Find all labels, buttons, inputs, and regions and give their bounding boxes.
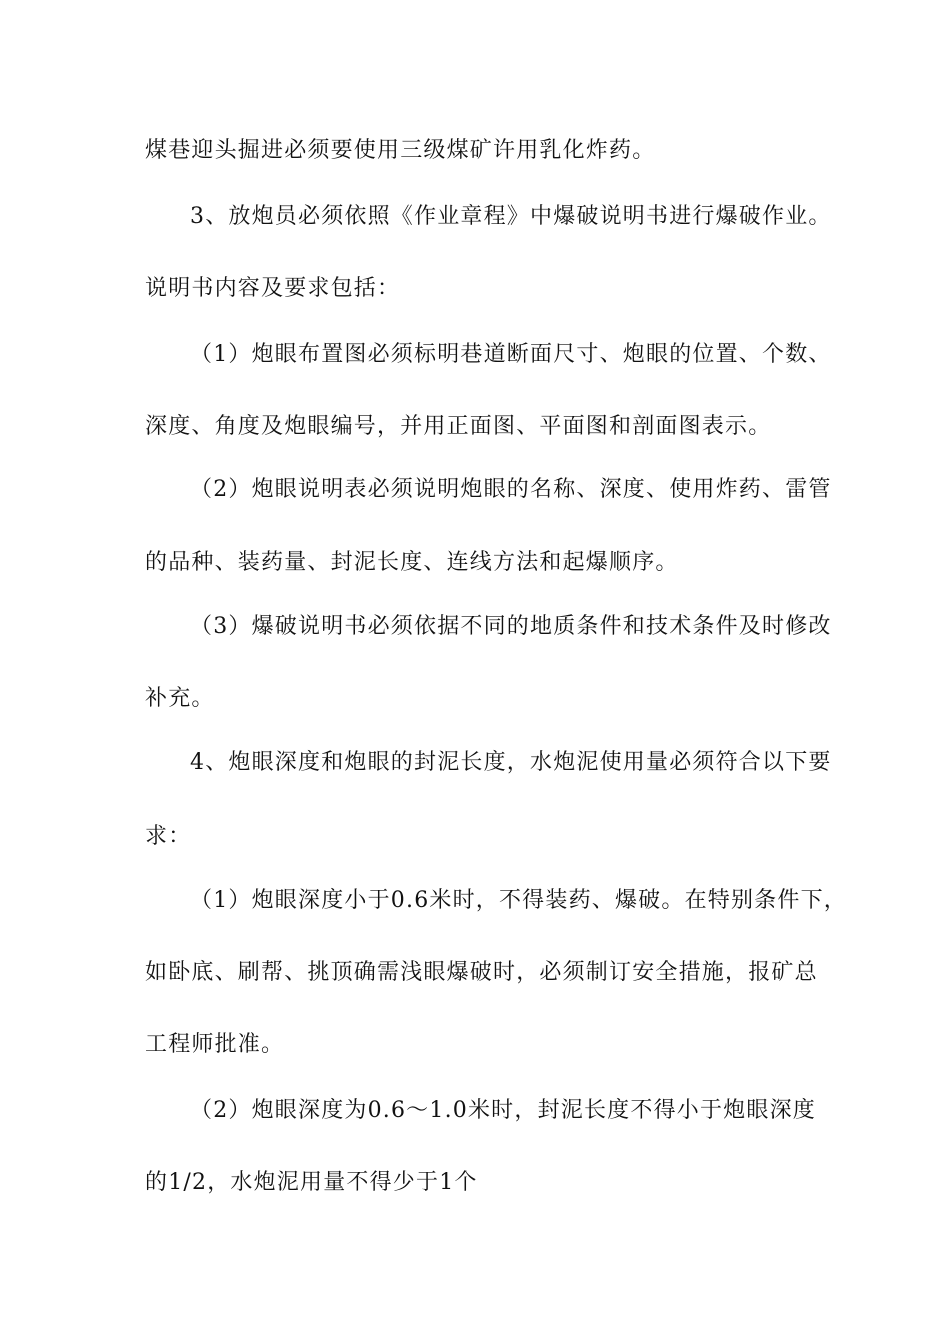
text-line: 工程师批准。 [145,1032,285,1057]
paragraph-line: （1）炮眼布置图必须标明巷道断面尺寸、炮眼的位置、个数、 [190,342,832,367]
text-line: 深度、角度及炮眼编号，并用正面图、平面图和剖面图表示。 [145,414,772,439]
text-line: 的品种、装药量、封泥长度、连线方法和起爆顺序。 [145,550,679,575]
text-line: 说明书内容及要求包括： [145,276,401,301]
paragraph-line: 4、炮眼深度和炮眼的封泥长度，水炮泥使用量必须符合以下要 [190,750,832,775]
text-line: 如卧底、刷帮、挑顶确需浅眼爆破时，必须制订安全措施，报矿总 [145,960,818,985]
paragraph-line: （3）爆破说明书必须依据不同的地质条件和技术条件及时修改 [190,614,832,639]
text-line: 的1/2，水炮泥用量不得少于1个 [145,1170,478,1195]
paragraph-line: （2）炮眼说明表必须说明炮眼的名称、深度、使用炸药、雷管 [190,477,832,502]
paragraph-line: （2）炮眼深度为0.6～1.0米时，封泥长度不得小于炮眼深度 [190,1098,816,1123]
paragraph-line: 3、放炮员必须依照《作业章程》中爆破说明书进行爆破作业。 [190,204,832,229]
paragraph-line: （1）炮眼深度小于0.6米时，不得装药、爆破。在特别条件下， [190,888,847,913]
text-line: 求： [145,824,192,849]
text-line: 补充。 [145,686,215,711]
text-line: 煤巷迎头掘进必须要使用三级煤矿许用乳化炸药。 [145,138,656,163]
